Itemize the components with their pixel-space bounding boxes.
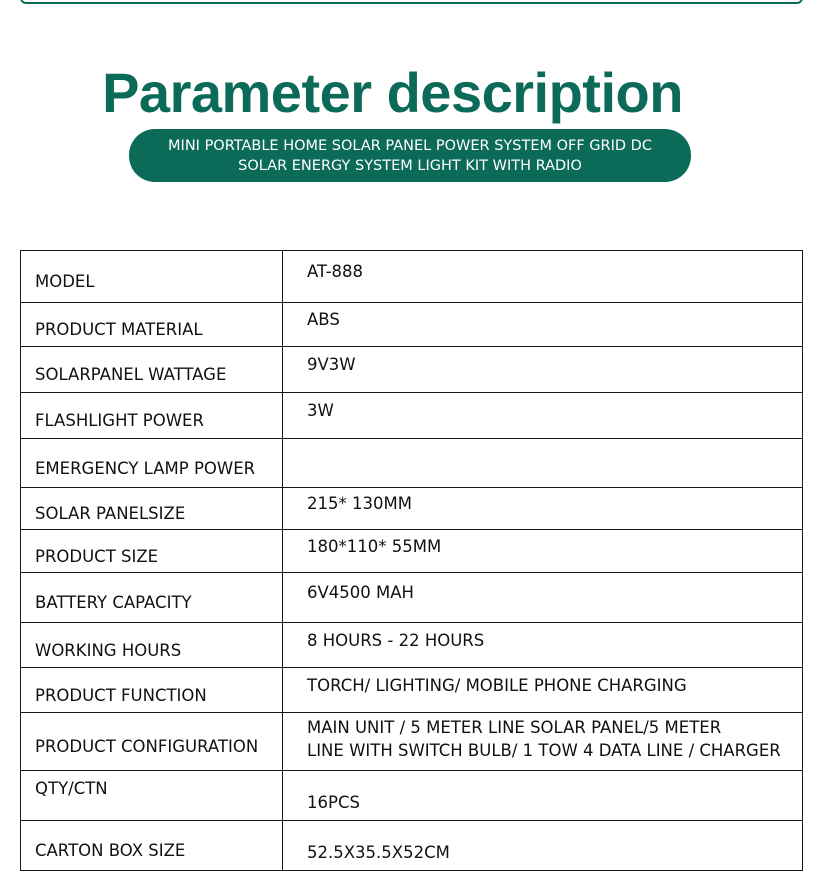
table-row <box>21 668 803 713</box>
row-label: EMERGENCY LAMP POWER <box>21 439 283 488</box>
table-row <box>21 713 803 771</box>
spec-table <box>20 250 803 871</box>
row-value: TORCH/ LIGHTING/ MOBILE PHONE CHARGING <box>283 668 803 713</box>
row-value: 8 HOURS - 22 HOURS <box>283 623 803 668</box>
row-value: 180*110* 55MM <box>283 530 803 573</box>
row-value: 6V4500 MAH <box>283 573 803 623</box>
row-value: 215* 130MM <box>283 488 803 530</box>
row-label: PRODUCT FUNCTION <box>21 668 283 713</box>
row-value-line-1: MAIN UNIT / 5 METER LINE SOLAR PANEL/5 METER <box>307 717 722 737</box>
page-title: Parameter description <box>102 61 683 124</box>
row-value: 9V3W <box>283 347 803 393</box>
subtitle-banner <box>129 129 691 182</box>
row-label: BATTERY CAPACITY <box>21 573 283 623</box>
row-value <box>283 439 803 488</box>
table-row <box>21 251 803 303</box>
row-value: 52.5X35.5X52CM <box>283 821 803 871</box>
table-row <box>21 347 803 393</box>
table-row <box>21 771 803 821</box>
row-label: PRODUCT MATERIAL <box>21 303 283 347</box>
row-label: FLASHLIGHT POWER <box>21 393 283 439</box>
row-value: 3W <box>283 393 803 439</box>
table-row <box>21 530 803 573</box>
table-row <box>21 303 803 347</box>
table-row <box>21 439 803 488</box>
row-label: WORKING HOURS <box>21 623 283 668</box>
row-label: SOLARPANEL WATTAGE <box>21 347 283 393</box>
table-row <box>21 488 803 530</box>
table-row <box>21 623 803 668</box>
table-row <box>21 573 803 623</box>
subtitle-line-2: SOLAR ENERGY SYSTEM LIGHT KIT WITH RADIO <box>238 157 582 174</box>
row-label: MODEL <box>21 251 283 303</box>
row-label: QTY/CTN <box>21 771 283 821</box>
row-label: PRODUCT CONFIGURATION <box>21 713 283 771</box>
row-value: AT-888 <box>283 251 803 303</box>
row-label: PRODUCT SIZE <box>21 530 283 573</box>
table-row <box>21 821 803 871</box>
top-banner-edge <box>20 0 803 4</box>
row-value <box>283 713 803 771</box>
row-label: CARTON BOX SIZE <box>21 821 283 871</box>
row-label: SOLAR PANELSIZE <box>21 488 283 530</box>
row-value: ABS <box>283 303 803 347</box>
row-value: 16PCS <box>283 771 803 821</box>
subtitle-line-1: MINI PORTABLE HOME SOLAR PANEL POWER SYSTEM OFF GRID DC <box>168 137 652 154</box>
table-row <box>21 393 803 439</box>
row-value-line-2: LINE WITH SWITCH BULB/ 1 TOW 4 DATA LINE / CHARGER <box>307 740 781 760</box>
